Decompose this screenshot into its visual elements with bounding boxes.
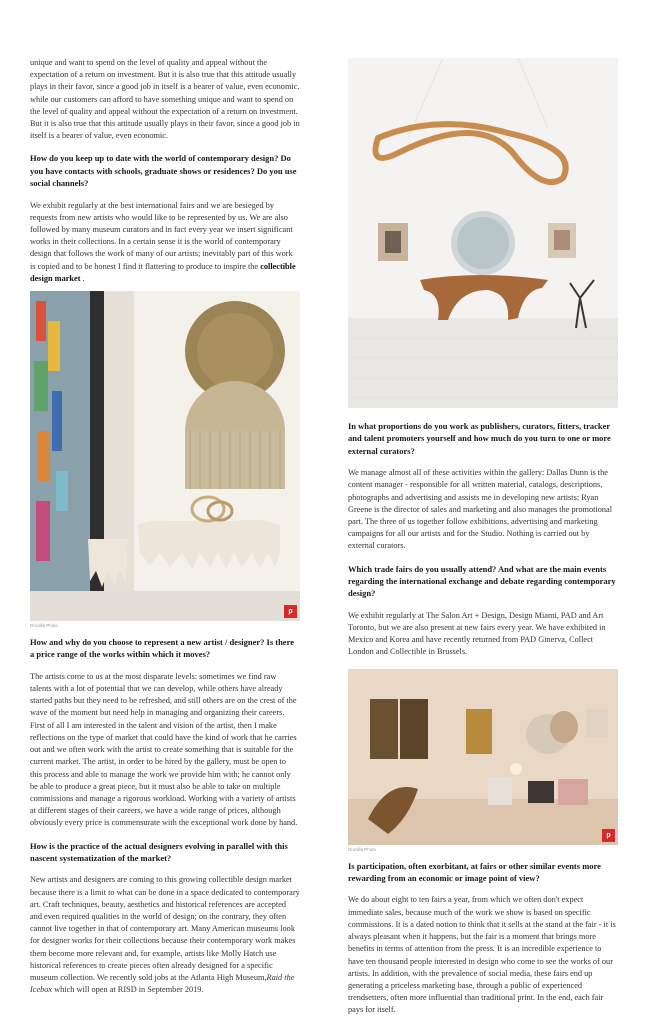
photo-credit: Drusilla Photo bbox=[30, 623, 59, 629]
fair-booth-image bbox=[348, 669, 618, 845]
question-heading: How do you keep up to date with the world of contemporary design? Do you have contacts with schools, graduate shows or residences? Do you use social channels? bbox=[30, 153, 297, 189]
answer-paragraph: We manage almost all of these activities within the gallery: Dallas Dunn is the content manager - responsible for all written material, catalogs, descriptions, photographs and advertising and assists me in developing new artists; Ryan Greene is the director of sales and marketing and also manages the promotional part. The three of us together follow exhibitions, advertising and marketing campaigns for all our artists and for the Studio. Nothing is carried out by external curators. bbox=[348, 468, 613, 551]
gallery-photo-fair-booth bbox=[348, 669, 618, 845]
answer-paragraph: New artists and designers are coming to this growing collectible design market because there is a limit to what can be done in a space dedicated to contemporary art. Craft techniques, beauty, aesthetics and historical references are accepted and even required qualities in the world of design; on the contrary, they often cannot live together in that of contemporary art. Many American museums look for designer works for their collections because their contemporary work makes them become more relevant and, for example, artists like Molly Hatch use historical references to create pieces often already designed for a specific museum collection. We recently sold jobs at the Atlanta High Museum,Raid the Icebox which will open at RISD in September 2019. bbox=[30, 875, 300, 995]
gallery-photo-light-sculpture bbox=[348, 58, 618, 408]
photo-credit: Drusilla Photo bbox=[348, 846, 377, 852]
question-heading: In what proportions do you work as publishers, curators, fitters, tracker and talent promoters yourself and how much do you turn to one or more external curators? bbox=[348, 421, 611, 456]
answer-paragraph: We exhibit regularly at the best international fairs and we are besieged by requests from new artists who would like to be represented by us. We are also followed by many museum curators and in fact every year we insert significant works in their collections. In a certain sense it is the world of contemporary design that follows the work of many of our artists; inevitably part of this work is copied and to be honest I find it flattering to produce to inspire the collectible design market . bbox=[30, 200, 296, 283]
gallery-photo-wall-sculpture bbox=[30, 291, 300, 621]
answer-paragraph: The artists come to us at the most disparate levels: sometimes we find raw talents with a lot of potential that we can develop, while others have already started paths but they need to be refreshed, and still others are on the crest of the wave of the moment but need help in managing and organizing their careers. First of all I am interested in the talent and vision of the artist, then I make reflections on the type of market that could have the kind of work that he carries out and we often work with the artist to create something that is suitable for the current market. The artist, in order to be hired by the gallery, must be open to this process and able to manage the work we provide him with; he cannot only be able to produce a great piece, but it must also be able to take on multiple commissions and manage a rigorous workload. Working with a variety of artists at different stages of their careers, we have a wide range of prices, although obviously every price is commensurate with the exceptional work done by hand. bbox=[30, 671, 298, 828]
answer-paragraph: We do about eight to ten fairs a year, from which we often don't expect immediate sales, because much of the work we show is based on specific commissions. It is a dated notion to think that it sells at the stand at the fair - it is always pleasant when it happens, but the fair is a moment that brings more benefits in terms of attention from the press. It is an incredible experience to have ten thousand people interested in design who come to see the works of our artists. In addition, with the prevalence of social media, these fairs end up generating a priceless marketing base, through a public of experienced trendsetters, often more influential than traditional print. In the end, each fair pays for itself. bbox=[348, 895, 616, 1015]
pinterest-share-button[interactable]: p bbox=[284, 605, 297, 618]
light-sculpture-image bbox=[348, 58, 618, 408]
paragraph-intro: unique and want to spend on the level of quality and appeal without the expectation of a return on investment. But it is also true that this attitude usually plays in their favor, since a good job in itself is a bearer of value, even economic. while our customers can afford to have something unique and want to spend on the level of quality and appeal without the expectation of a return on investment. But it is also true that this attitude usually plays in their favor, since a good job in itself is a bearer of value, even economic. bbox=[30, 58, 300, 141]
left-column bbox=[30, 0, 300, 996]
question-heading: Which trade fairs do you usually attend? And what are the main events regarding the international exchange and debate regarding contemporary design? bbox=[348, 563, 616, 599]
raid-the-icebox-title: Raid the Icebox bbox=[30, 972, 295, 995]
answer-paragraph: We exhibit regularly at The Salon Art + Design, Design Miami, PAD and Art Toronto, but we are also present at new fairs every year. We have exhibited in Mexico and Korea and have recently returned from PAD Ginerva, Collect London and Collectible in Brussels. bbox=[348, 610, 606, 657]
question-heading: Is participation, often exorbitant, at fairs or other similar events more rewarding from an economic or image point of view? bbox=[348, 860, 601, 884]
question-heading: How and why do you choose to represent a new artist / designer? Is there a price range of the works within which it moves? bbox=[30, 637, 294, 660]
collectible-design-market-link[interactable]: collectible design market bbox=[30, 261, 296, 283]
pinterest-share-button[interactable]: p bbox=[602, 829, 615, 842]
right-column bbox=[348, 0, 618, 1017]
question-heading: How is the practice of the actual designers evolving in parallel with this nascent systematization of the market? bbox=[30, 840, 288, 863]
wall-sculpture-image bbox=[30, 291, 300, 621]
